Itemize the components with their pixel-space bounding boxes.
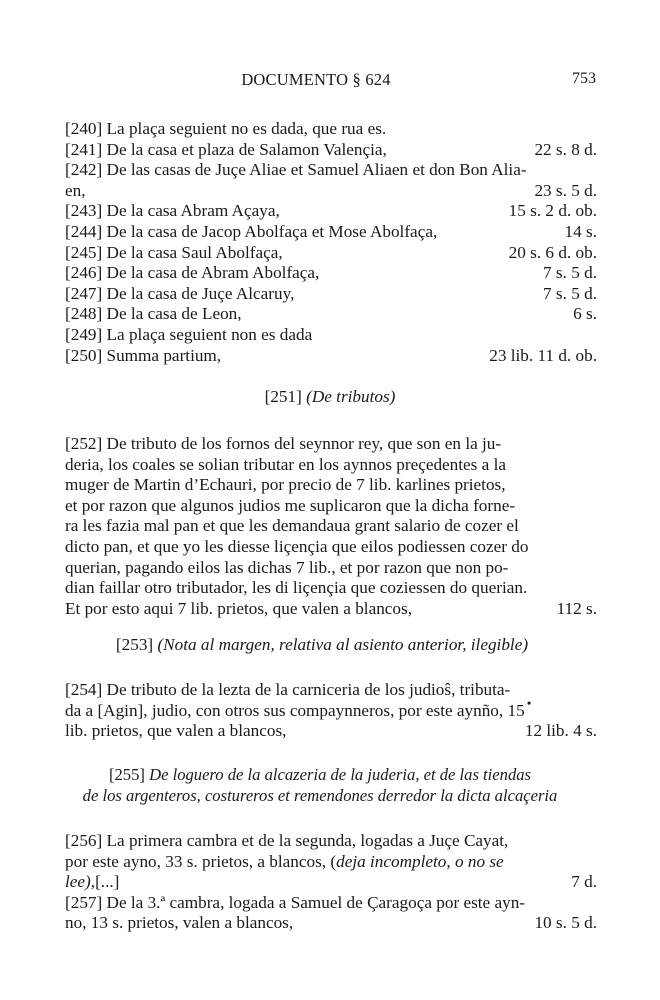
entry-line: et por razon que algunos judios me suplicaron que la dicha forne- — [65, 495, 516, 515]
text-plain: por este ayno, 33 s. prietos, a blancos, ( — [65, 851, 337, 871]
entry-text: [247] De la casa de Juçe Alcaruy, — [65, 283, 295, 303]
entry-text: [244] De la casa de Jacop Abolfaça et Mose Abolfaça, — [65, 221, 438, 241]
entry-amount: 7 d. — [571, 872, 597, 892]
entry-line: ra les fazia mal pan et que les demandaua grant salario de cozer el — [65, 516, 519, 536]
entry-text — [65, 892, 526, 934]
heading-number: [255] — [108, 765, 145, 784]
entry-amount: 6 s. — [573, 304, 597, 324]
entry-line — [65, 851, 504, 873]
page-number: 753 — [572, 70, 596, 87]
entry-line: dian faillar otro tributador, les di liçençia que coziessen do querian. — [65, 578, 528, 598]
entry-line — [65, 872, 488, 893]
entry-line: dicto pan, et que yo les diesse liçençia que eilos podiessen cozer do — [65, 536, 529, 556]
text-italic: lee), — [65, 872, 96, 892]
heading-number: [251] — [264, 387, 302, 406]
entry-line: Et por esto aqui 7 lib. prietos, que valen a blancos, — [65, 598, 413, 618]
entry-line: lib. prietos, que valen a blancos, — [65, 721, 287, 741]
entry-row — [65, 222, 597, 243]
heading-number: [253] — [115, 635, 154, 654]
entry-row — [65, 119, 597, 140]
entry-line: [252] De tributo de los fornos del seynnor rey, que son en la ju- — [65, 434, 502, 453]
entry-row — [65, 160, 597, 181]
section-heading-251 — [0, 387, 660, 408]
entry-line: muger de Martin d’Echauri, por precio de 7 lib. karlines prietos, — [65, 475, 506, 495]
section-heading-255 — [0, 765, 650, 806]
entry-row — [65, 140, 597, 161]
running-header — [0, 70, 660, 94]
entry-text: [250] Summa partium, — [65, 345, 222, 365]
entry-amount: 112 s. — [556, 598, 597, 618]
entry-row — [65, 243, 597, 264]
entry-amount: 7 s. 5 d. — [543, 263, 597, 283]
entry-row — [65, 325, 597, 346]
entry-257 — [65, 893, 597, 934]
entry-amount: 20 s. 6 d. ob. — [508, 242, 597, 262]
entry-line: [257] De la 3.ª cambra, logada a Samuel de Çaragoça por este ayn- — [65, 892, 526, 912]
entry-amount: 23 s. 5 d. — [534, 180, 597, 200]
text-plain: [...] — [95, 872, 120, 892]
entry-row — [65, 201, 597, 222]
entry-amount: 12 lib. 4 s. — [524, 721, 597, 741]
entry-text: [249] La plaça seguient non es dada — [65, 324, 313, 344]
entry-amount: 10 s. 5 d. — [534, 913, 597, 933]
entry-text: [241] De la casa et plaza de Salamon Valençia, — [65, 139, 387, 159]
entry-row — [65, 263, 597, 284]
heading-title: (Nota al margen, relativa al asiento anterior, ilegible) — [157, 635, 529, 654]
heading-title-line2: de los argenteros, costureros et remendones derredor la dicta alcaçeria — [82, 785, 558, 805]
entry-text: [243] De la casa Abram Açaya, — [65, 201, 280, 221]
text-italic: deja incompleto, o no se — [336, 851, 504, 871]
entry-line: no, 13 s. prietos, valen a blancos, — [65, 913, 294, 933]
entry-text: en, — [65, 180, 86, 200]
entry-text: [242] De las casas de Juçe Aliae et Samuel Aliaen et don Bon Alia- — [65, 160, 527, 180]
entry-text — [65, 434, 529, 619]
heading-title-line1: De loguero de la alcazeria de la juderia, et de las tiendas — [149, 765, 531, 784]
entry-amount: 22 s. 8 d. — [534, 139, 597, 159]
section-heading-253 — [0, 635, 652, 656]
entry-amount: 7 s. 5 d. — [543, 283, 597, 303]
entry-line: querian, pagando eilos las dichas 7 lib., et por razon que non po- — [65, 557, 509, 577]
entry-amount: 23 lib. 11 d. ob. — [489, 345, 597, 365]
entry-text: [248] De la casa de Leon, — [65, 304, 242, 324]
entry-text — [65, 831, 509, 893]
document-title: DOCUMENTO § 624 — [241, 70, 391, 89]
entry-line: da a [Agin], judio, con otros sus compaynneros, por este aynño, 15 — [65, 700, 525, 720]
entry-amount: 15 s. 2 d. ob. — [508, 201, 597, 221]
entry-row — [65, 304, 597, 325]
entries-list — [65, 119, 597, 366]
entry-line: [254] De tributo de la lezta de la carniceria de los judioŝ, tributa- — [65, 680, 511, 699]
entry-amount: 14 s. — [564, 221, 597, 241]
entry-254 — [65, 680, 597, 742]
entry-row — [65, 181, 597, 202]
heading-title: (De tributos) — [306, 387, 396, 406]
entry-text: [245] De la casa Saul Abolfaça, — [65, 242, 283, 262]
entry-256 — [65, 831, 597, 893]
margin-mark: • — [527, 696, 532, 710]
entry-row — [65, 284, 597, 305]
entry-text: [246] De la casa de Abram Abolfaça, — [65, 263, 320, 283]
entry-line: deria, los coales se solian tributar en los aynnos preçedentes a la — [65, 454, 506, 474]
entry-line: [256] La primera cambra et de la segunda, logadas a Juçe Cayat, — [65, 831, 509, 850]
entry-text — [65, 680, 525, 742]
entry-252 — [65, 434, 597, 619]
entry-row — [65, 346, 597, 367]
entry-text: [240] La plaça seguient no es dada, que rua es. — [65, 119, 387, 138]
